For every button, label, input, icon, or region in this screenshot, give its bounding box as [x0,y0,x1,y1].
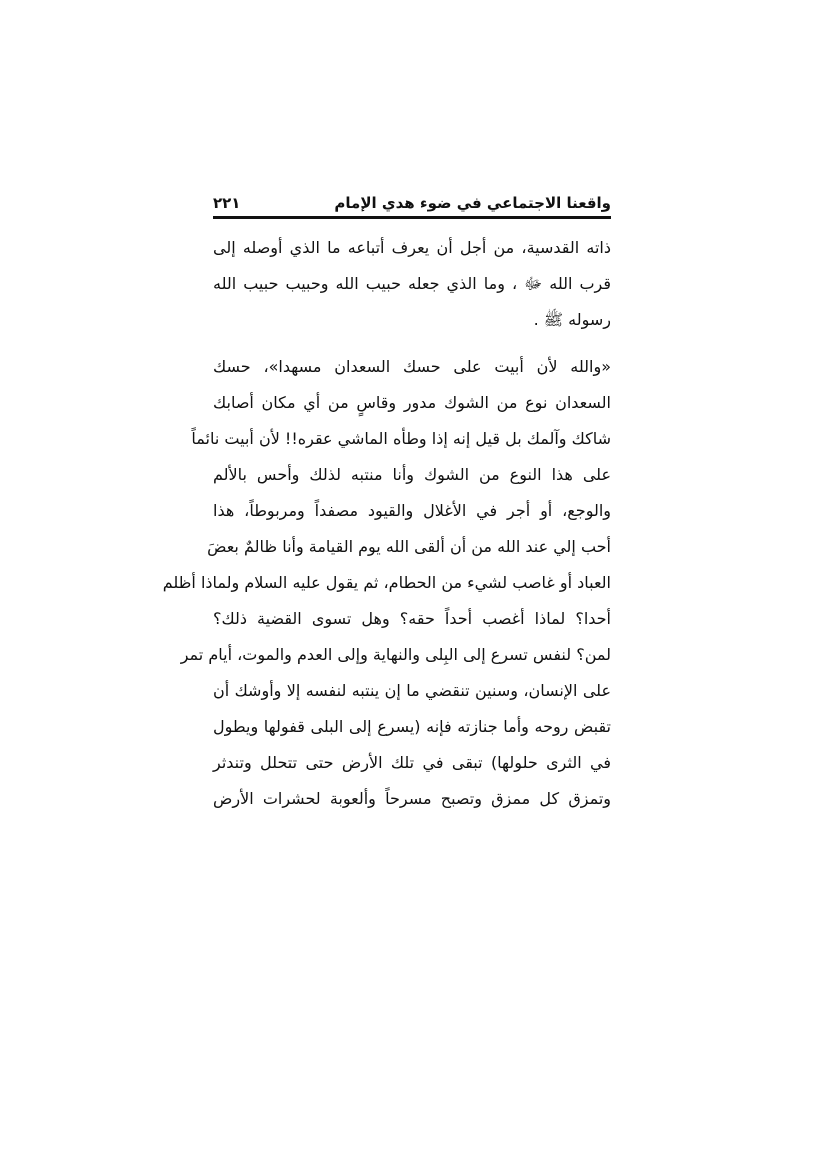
text-line: وتمزق كل ممزق وتصبح مسرحاً وألعوبة لحشرات الأرض [213,789,611,808]
text-line: لمن؟ لنفس تسرع إلى البِلى والنهاية وإلى العدم والموت، أيام تمر [180,645,611,664]
text-line: في الثرى حلولها) تبقى في تلك الأرض حتى تتحلل وتندثر [213,753,611,772]
text-line: السعدان نوع من الشوك مدور وقاسٍ من أي مكان أصابك [213,393,611,412]
text-line: شاكك وآلمك بل قيل إنه إذا وطأه الماشي عقره!! لأن أبيت نائماً [191,429,611,448]
text-line: والوجع، أو أجر في الأغلال والقيود مصفداً ومربوطاً، هذا [213,501,611,520]
running-title: واقعنا الاجتماعي في ضوء هدي الإمام [334,194,611,212]
text-line: أحدا؟ لماذا أغصب أحداً حقه؟ وهل تسوى القضية ذلك؟ [213,609,611,628]
text-line: أحب إلي عند الله من أن ألقى الله يوم القيامة وأنا ظالمٌ بعضَ [207,537,611,556]
paragraph-1 [213,233,611,341]
text-line: العباد أو غاصب لشيء من الحطام، ثم يقول عليه السلام ولماذا أظلم [162,573,611,592]
text-line: على الإنسان، وسنين تنقضي ما إن ينتبه لنفسه إلا وأوشك أن [213,681,611,700]
text-line: على هذا النوع من الشوك وأنا منتبه لذلك وأحس بالألم [213,465,611,484]
text-line: تقبض روحه وأما جنازته فإنه (يسرع إلى البلى قفولها ويطول [213,717,611,736]
text-line: رسوله ﷺ . [533,310,611,329]
page-body [162,233,611,820]
page-number: ٢٢١ [213,194,241,212]
paragraph-2 [162,352,611,820]
text-line: ذاته القدسية، من أجل أن يعرف أتباعه ما الذي أوصله إلى [213,238,611,257]
running-header [213,190,611,219]
text-line: «والله لأن أبيت على حسك السعدان مسهدا»، حسك [213,357,611,376]
text-line: قرب الله ﷻ ، وما الذي جعله حبيب الله وحبيب حبيب الله [213,274,611,293]
